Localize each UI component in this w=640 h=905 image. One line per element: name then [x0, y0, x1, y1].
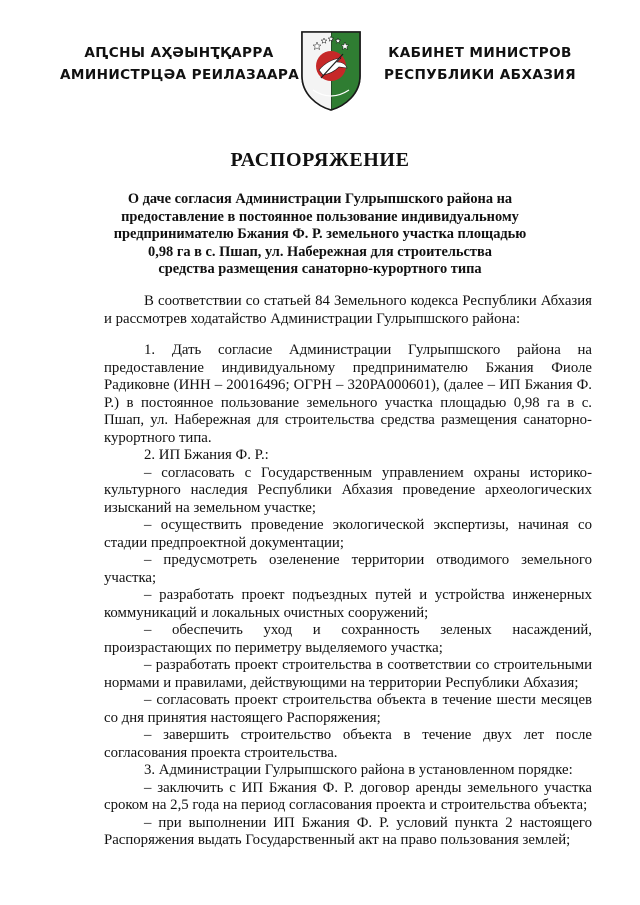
state-emblem-icon	[299, 30, 363, 112]
item-2-subitem: – разработать проект строительства в соответствии со строительными нормами и правилами, действующими на территории Республики Абхазия;	[104, 657, 592, 691]
document-subject	[100, 191, 540, 279]
header-russian	[367, 42, 593, 86]
item-3-paragraph: 3. Администрации Гулрыпшского района в установленном порядке:	[144, 762, 573, 778]
document-body	[104, 293, 592, 850]
item-2-paragraph: 2. ИП Бжания Ф. Р.:	[144, 447, 269, 463]
preamble-paragraph: В соответствии со статьей 84 Земельного кодекса Республики Абхазия и рассмотрев ходатайство Администрации Гулрыпшского района:	[104, 293, 592, 327]
subject-line: предпринимателю Бжания Ф. Р. земельного участка площадью	[113, 226, 527, 242]
item-2-subitem: – согласовать с Государственным управлением охраны историко-культурного наследия Республики Абхазия проведение археологических изысканий на земельном участке;	[104, 464, 592, 516]
header-russian-line1: КАБИНЕТ МИНИСТРОВ	[388, 45, 572, 61]
item-2-subitem: – разработать проект подъездных путей и устройства инженерных коммуникаций и локальных очистных сооружений;	[104, 587, 592, 621]
subject-line: 0,98 га в с. Пшап, ул. Набережная для строительства	[148, 243, 492, 260]
header-abkhaz	[60, 42, 298, 86]
header-abkhaz-line1: АԤСНЫ АҲӘЫНҬҚАРРА	[84, 45, 274, 61]
subject-line: предоставление в постоянное пользование индивидуальному	[121, 208, 519, 225]
header-russian-line2: РЕСПУБЛИКИ АБХАЗИЯ	[384, 67, 576, 83]
item-2-subitem: – обеспечить уход и сохранность зеленых насаждений, произрастающих по периметру выделяемого участка;	[104, 622, 592, 656]
item-3-subitem: – при выполнении ИП Бжания Ф. Р. условий пункта 2 настоящего Распоряжения выдать Государственный акт на право пользования землей;	[104, 814, 592, 848]
subject-line: средства размещения санаторно-курортного типа	[158, 261, 482, 277]
item-3-subitem: – заключить с ИП Бжания Ф. Р. договор аренды земельного участка сроком на 2,5 года на период согласования проекта и строительства объекта;	[104, 779, 592, 813]
item-2-subitem: – осуществить проведение экологической экспертизы, начиная со стадии предпроектной документации;	[104, 517, 592, 551]
item-1-paragraph: 1. Дать согласие Администрации Гулрыпшского района на предоставление индивидуальному предпринимателю Бжания Фиоле Радиковне (ИНН – 20016496; ОГРН – 320РА000601), (далее – ИП Бжания Ф. Р.) в постоянное пользование земельного участка площадью 0,98 га в с. Пшап, ул. Набережная для строительства средства размещения санаторно-курортного типа.	[104, 342, 592, 446]
item-2-subitem: – предусмотреть озеленение территории отводимого земельного участка;	[104, 552, 592, 586]
item-2-subitem: – согласовать проект строительства объекта в течение шести месяцев со дня принятия настоящего Распоряжения;	[104, 692, 592, 726]
item-2-subitem: – завершить строительство объекта в течение двух лет после согласования проекта строительства.	[104, 727, 592, 761]
subject-line: О даче согласия Администрации Гулрыпшского района на	[127, 191, 513, 207]
header-abkhaz-line2: АМИНИСТРЦӘА РЕИЛАЗААРА	[60, 67, 300, 83]
document-title: РАСПОРЯЖЕНИЕ	[230, 149, 410, 171]
